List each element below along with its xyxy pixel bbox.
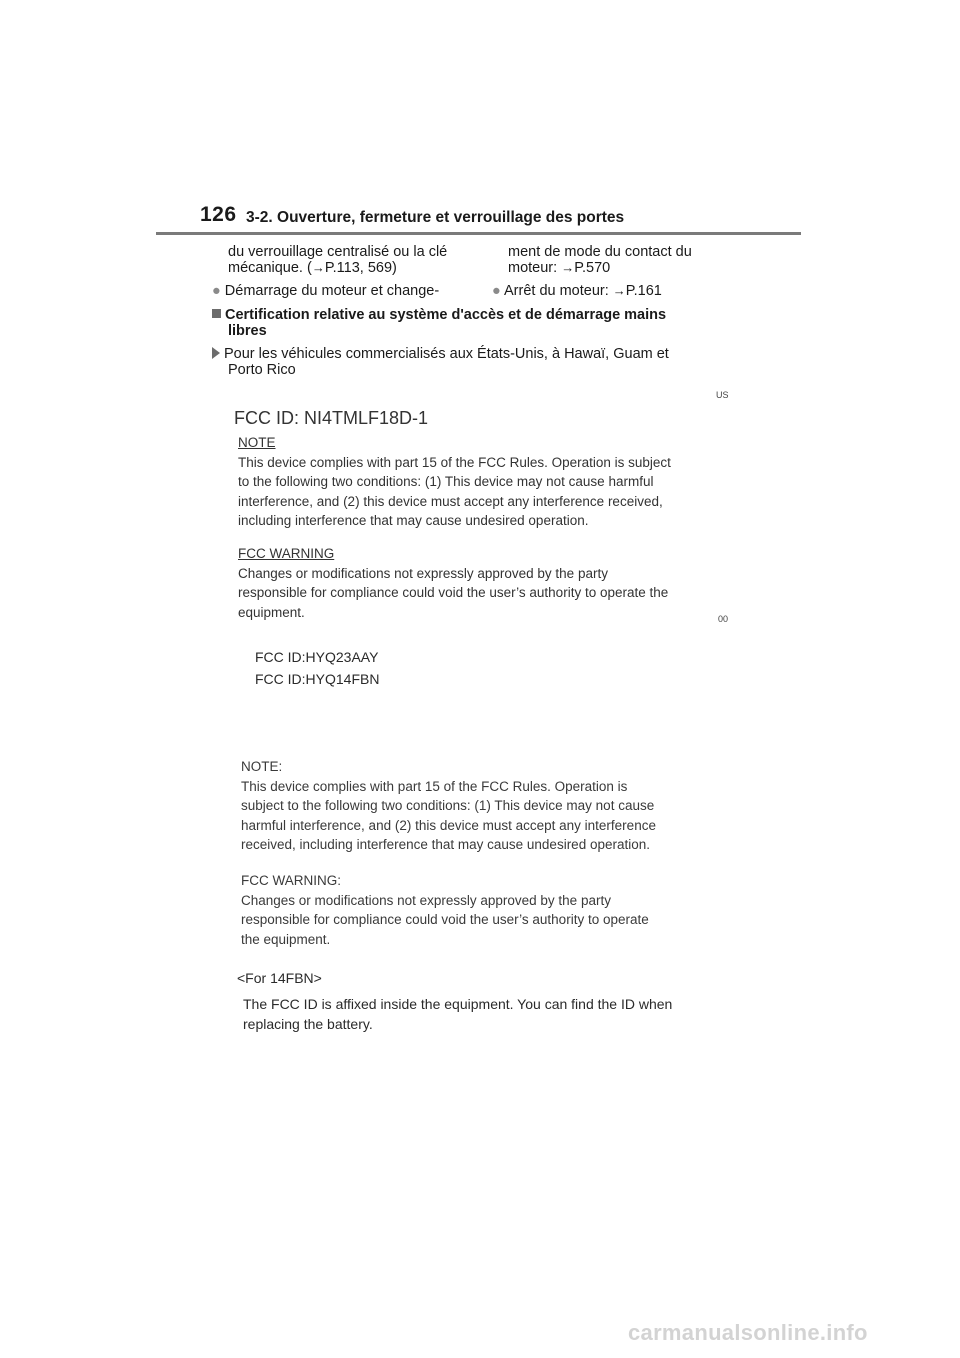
arrow-right-icon: → xyxy=(561,260,575,275)
col2-line2: moteur: →P.570 xyxy=(508,260,611,276)
fcc-id-hyq23aay: FCC ID:HYQ23AAY xyxy=(255,649,379,665)
col1-line2: mécanique. (→P.113, 569) xyxy=(228,260,397,276)
col2-line1: ment de mode du contact du xyxy=(508,244,692,260)
top-col1 xyxy=(228,244,447,276)
page-ref-link[interactable]: P.161 xyxy=(625,283,662,299)
section-heading: Certification relative au système d'accès et de démarrage mains libres xyxy=(212,307,666,339)
triangle-bullet-icon xyxy=(212,347,220,359)
label2-affixed-note: The FCC ID is affixed inside the equipment. You can find the ID when replacing the battery. xyxy=(243,996,673,1032)
bullet-stop-engine: ● Arrêt du moteur: →P.161 xyxy=(492,283,662,299)
page-ref-link[interactable]: P.113, 569) xyxy=(324,260,397,276)
bullet-start-engine: ● Démarrage du moteur et change- xyxy=(212,283,440,299)
bullet-dot-icon: ● xyxy=(212,283,221,299)
header-rule xyxy=(156,232,801,235)
label1-note: NOTE This device complies with part 15 of the FCC Rules. Operation is subject to the following two conditions: (1) This device may not cause harmful interference, and (2) this device must accept any interference received, including interference that may cause undesired operation. xyxy=(238,433,738,531)
label2-warning: FCC WARNING: Changes or modifications not expressly approved by the party responsible for compliance could void the user’s authority to operate the equipment. xyxy=(241,871,741,949)
col1-line1: du verrouillage centralisé ou la clé xyxy=(228,244,448,260)
label2-note-title: NOTE: xyxy=(241,759,283,774)
top-col2 xyxy=(508,244,692,276)
bullet-dot-icon: ● xyxy=(492,283,501,299)
arrow-right-icon: → xyxy=(311,260,325,275)
region-note: Pour les véhicules commercialisés aux États-Unis, à Hawaï, Guam et Porto Rico xyxy=(212,346,669,378)
square-bullet-icon xyxy=(212,309,221,318)
arrow-right-icon: → xyxy=(612,283,626,298)
label1-warning-title: FCC WARNING xyxy=(238,546,335,561)
label1-corner-tag: US xyxy=(716,390,729,400)
page-number: 126 xyxy=(200,203,237,226)
watermark: carmanualsonline.info xyxy=(628,1320,868,1345)
page-ref-link[interactable]: P.570 xyxy=(574,260,611,276)
label2-for-tag: <For 14FBN> xyxy=(237,970,322,986)
label2-warning-title: FCC WARNING: xyxy=(241,873,341,888)
label1-bottom-tag: 00 xyxy=(718,614,729,624)
label1-fcc-id: FCC ID: NI4TMLF18D-1 xyxy=(234,408,429,428)
label1-warning: FCC WARNING Changes or modifications not expressly approved by the party responsible for compliance could void the user’s authority to operate the equipment. xyxy=(238,544,738,622)
label2-note: NOTE: This device complies with part 15 of the FCC Rules. Operation is subject to the following two conditions: (1) This device may not cause harmful interference, and (2) this device must accept any interference received, including interference that may cause undesired operation. xyxy=(241,757,741,855)
section-title: 3-2. Ouverture, fermeture et verrouillage des portes xyxy=(246,209,625,226)
label1-note-title: NOTE xyxy=(238,435,276,450)
fcc-id-hyq14fbn: FCC ID:HYQ14FBN xyxy=(255,671,380,687)
label2-fcc-ids xyxy=(255,646,379,690)
